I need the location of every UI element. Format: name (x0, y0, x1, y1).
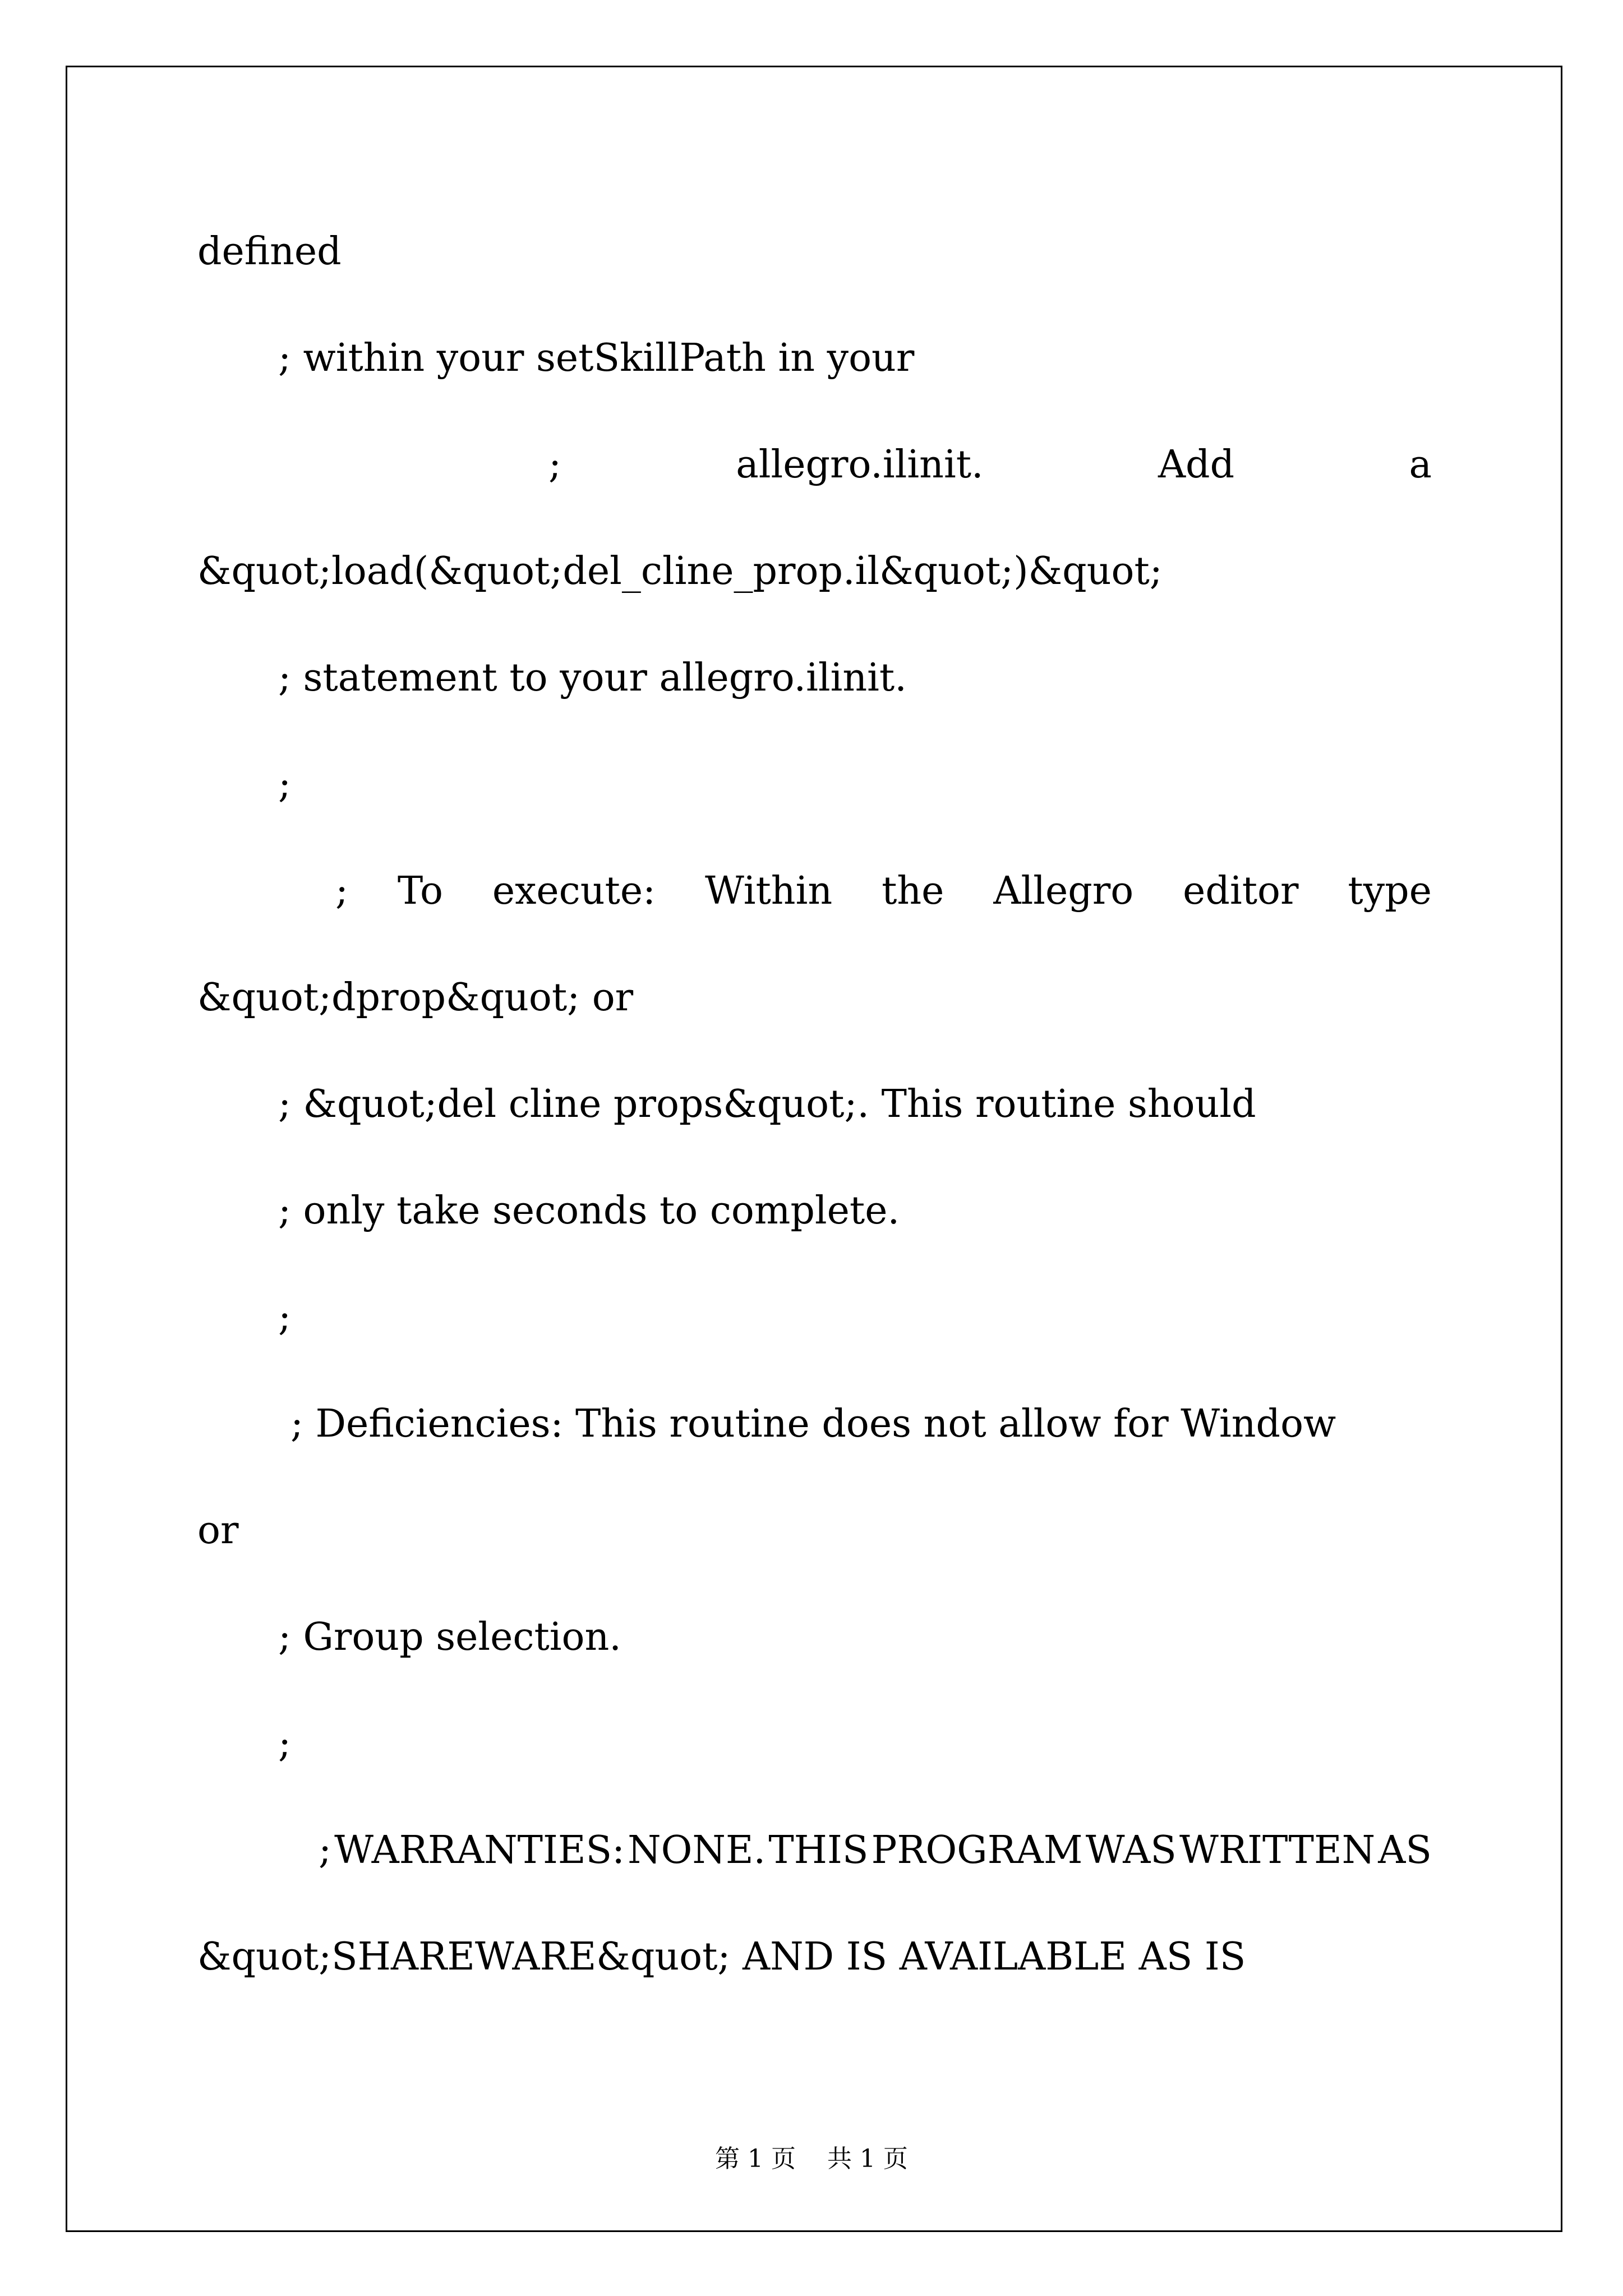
word: ; (548, 443, 561, 487)
text-line-5: ; statement to your allegro.ilinit. (278, 656, 907, 700)
text-line-16 (319, 1828, 1432, 1872)
word: execute: (492, 869, 656, 913)
word: a (1409, 443, 1432, 487)
word: AS (1378, 1828, 1432, 1872)
word: NONE. (628, 1828, 766, 1872)
word: WAS (1085, 1828, 1177, 1872)
text-line-4: &quot;load(&quot;del_cline_prop.il&quot;)&quot; (197, 549, 1163, 593)
word: PROGRAM (871, 1828, 1083, 1872)
page-border (66, 66, 1562, 2232)
word: type (1348, 869, 1432, 913)
word: allegro.ilinit. (736, 443, 984, 487)
text-line-6: ; (278, 762, 291, 807)
word: WARRANTIES: (334, 1828, 625, 1872)
text-line-11: ; (278, 1295, 291, 1340)
word: To (397, 869, 443, 913)
page-number-footer: 第 1 页 共 1 页 (715, 2145, 908, 2173)
text-line-14: ; Group selection. (278, 1615, 621, 1659)
text-line-1: defined (197, 229, 342, 274)
text-line-9: ; &quot;del cline props&quot;. This routine should (278, 1082, 1256, 1126)
word: Within (705, 869, 833, 913)
text-line-3 (548, 443, 1432, 487)
word: ; (319, 1828, 331, 1872)
word: editor (1183, 869, 1299, 913)
text-line-10: ; only take seconds to complete. (278, 1189, 900, 1233)
word: THIS (768, 1828, 869, 1872)
word: the (882, 869, 944, 913)
text-line-15: ; (278, 1722, 291, 1766)
word: Allegro (993, 869, 1134, 913)
text-line-7 (335, 869, 1432, 913)
text-line-8: &quot;dprop&quot; or (197, 976, 634, 1020)
text-line-13: or (197, 1508, 239, 1553)
text-line-17: &quot;SHAREWARE&quot; AND IS AVAILABLE AS IS (197, 1935, 1246, 1979)
word: Add (1158, 443, 1235, 487)
text-line-2: ; within your setSkillPath in your (278, 336, 915, 380)
word: WRITTEN (1179, 1828, 1376, 1872)
text-line-12: ; Deficiencies: This routine does not allow for Window (291, 1402, 1336, 1446)
word: ; (335, 869, 348, 913)
